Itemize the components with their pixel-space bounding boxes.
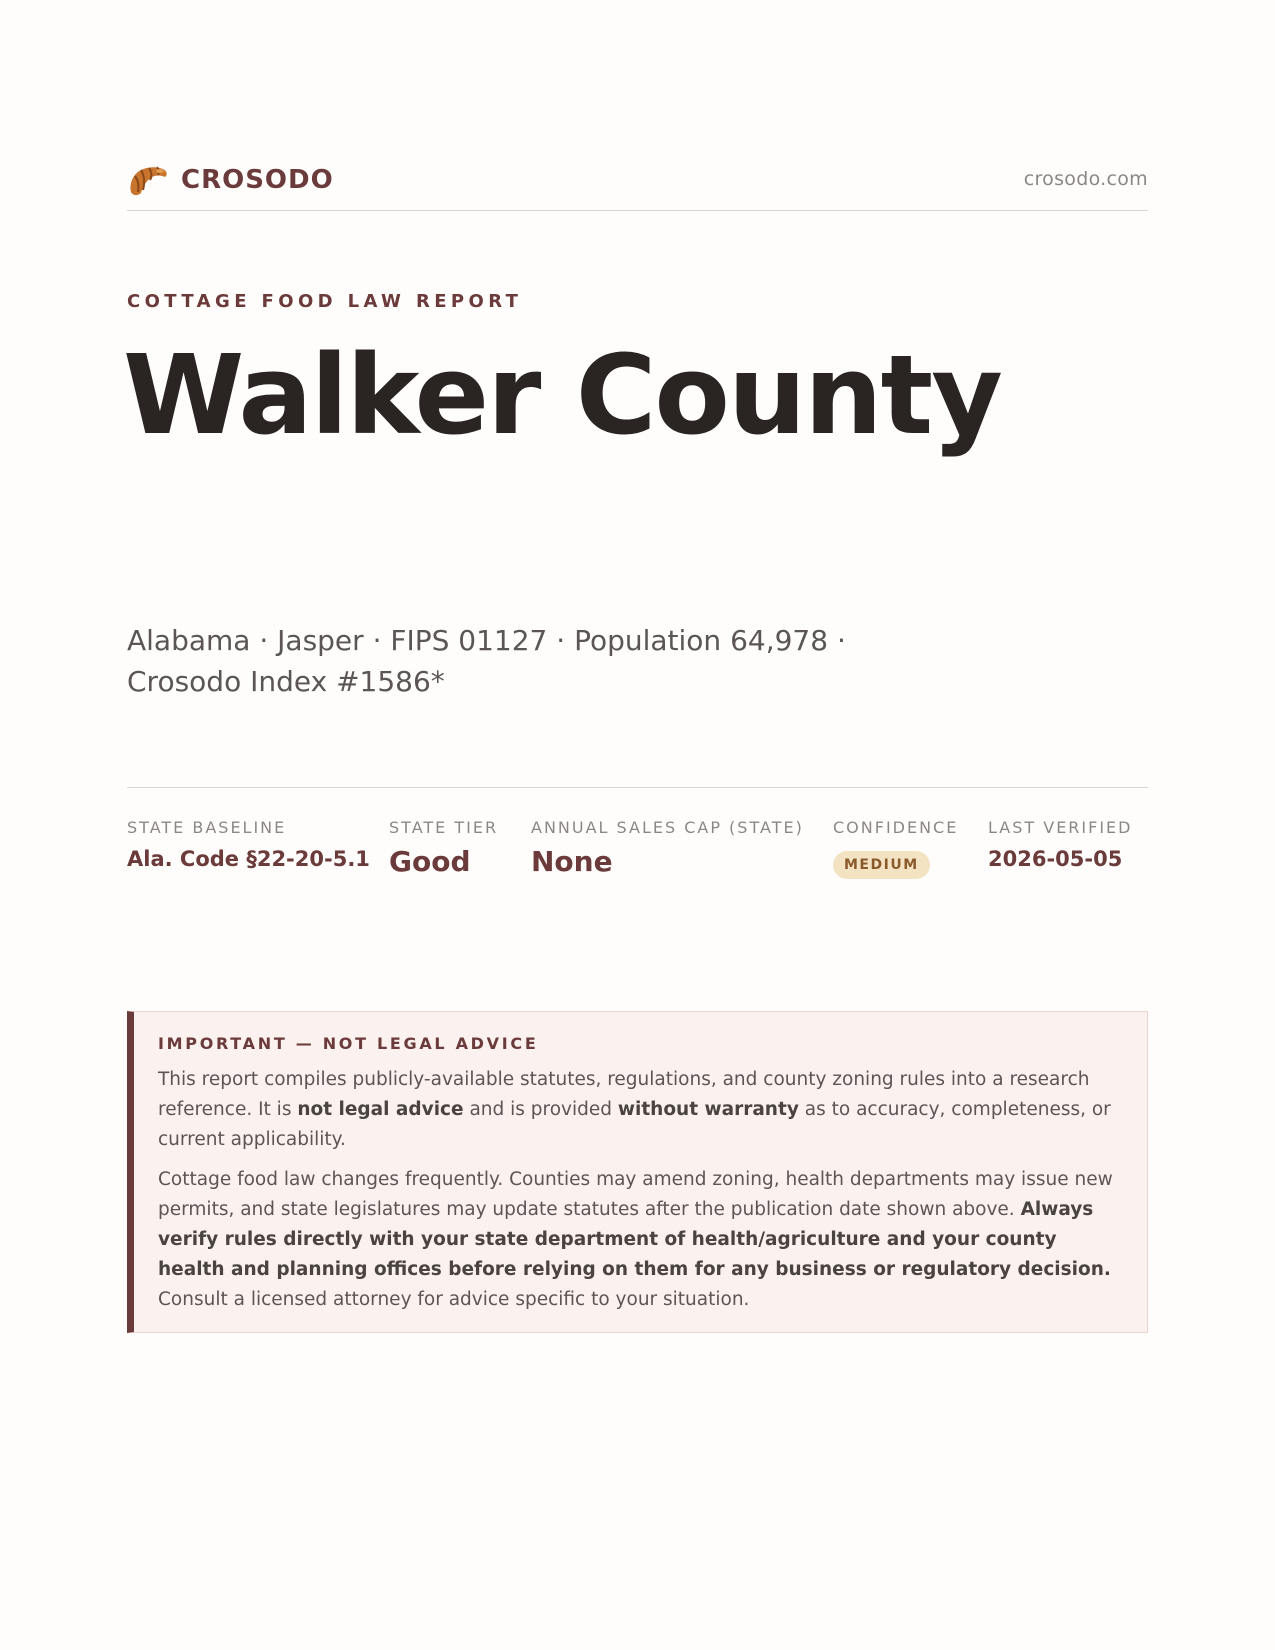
stat-value: 2026-05-05 xyxy=(988,847,1123,871)
stat-state-baseline xyxy=(127,818,370,871)
stat-sales-cap xyxy=(531,818,804,878)
notice-bold: not legal advice xyxy=(297,1099,464,1120)
site-url[interactable]: crosodo.com xyxy=(1023,168,1148,190)
legal-notice xyxy=(127,1011,1148,1333)
stat-last-verified xyxy=(988,818,1132,871)
notice-title: IMPORTANT — NOT LEGAL ADVICE xyxy=(158,1034,539,1053)
brand-name: CROSODO xyxy=(181,165,334,195)
stat-label: CONFIDENCE xyxy=(833,818,959,837)
report-eyebrow: COTTAGE FOOD LAW REPORT xyxy=(127,291,523,312)
croissant-icon xyxy=(127,162,169,198)
stat-value: Good xyxy=(389,845,471,878)
stat-label: STATE BASELINE xyxy=(127,818,287,837)
notice-text: Consult a licensed attorney for advice specific to your situation. xyxy=(158,1289,750,1310)
stat-label: LAST VERIFIED xyxy=(988,818,1133,837)
notice-paragraph xyxy=(158,1165,1121,1315)
stat-state-tier xyxy=(389,818,498,878)
notice-text: as to accuracy, completeness, or current applicability. xyxy=(158,1099,1111,1150)
notice-paragraph xyxy=(158,1065,1121,1155)
confidence-badge: MEDIUM xyxy=(833,851,930,879)
notice-text: Cottage food law changes frequently. Counties may amend zoning, health departments may issue new permits, and state legislatures may update statutes after the publication date shown above. xyxy=(158,1169,1113,1220)
page-title: Walker County xyxy=(123,331,1001,459)
stat-confidence xyxy=(833,818,958,879)
report-subtitle: Alabama · Jasper · FIPS 01127 · Population 64,978 · Crosodo Index #1586* xyxy=(127,624,846,698)
stats-divider xyxy=(127,787,1148,788)
notice-text: and is provided xyxy=(463,1099,618,1120)
stat-label: STATE TIER xyxy=(389,818,499,837)
page-header xyxy=(127,158,1148,211)
notice-text: This report compiles publicly-available statutes, regulations, and county zoning rules into a research reference. It is xyxy=(158,1069,1090,1120)
stat-label: ANNUAL SALES CAP (STATE) xyxy=(531,818,804,837)
notice-bold: without warranty xyxy=(617,1099,799,1120)
stat-value: Ala. Code §22-20-5.1 xyxy=(127,847,370,871)
notice-bold: Always verify rules directly with your state department of health/agriculture and your county health and planning offices before relying on them for any business or regulatory decision. xyxy=(158,1199,1111,1280)
stat-value: None xyxy=(531,845,613,878)
brand[interactable] xyxy=(127,162,334,198)
